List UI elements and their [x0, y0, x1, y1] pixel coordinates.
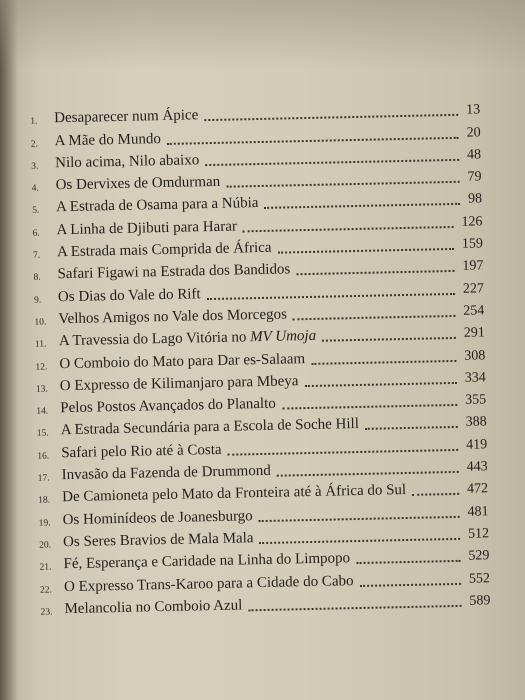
page-number: 472	[466, 481, 489, 498]
chapter-number: 18.	[38, 495, 51, 507]
chapter-number: 9.	[33, 295, 42, 306]
chapter-title	[62, 463, 271, 484]
chapter-title	[55, 152, 199, 172]
chapter-title-text: Fé, Esperança e Caridade na Linha do Limpopo	[63, 550, 351, 573]
page-number: 388	[465, 414, 487, 431]
page-number: 529	[468, 548, 490, 564]
page-number: 355	[465, 392, 487, 408]
chapter-title-text: Invasão da Fazenda de Drummond	[61, 462, 271, 484]
page-number: 159	[461, 236, 484, 252]
page-number: 254	[463, 303, 485, 319]
leader-dots	[322, 337, 456, 342]
chapter-title	[56, 196, 259, 217]
leader-dots	[297, 270, 455, 275]
chapter-number: 12.	[35, 362, 48, 373]
chapter-title	[61, 442, 222, 462]
leader-dots	[277, 471, 459, 477]
chapter-title-text: Os Hominídeos de Joanesburgo	[62, 507, 253, 528]
chapter-number: 6.	[32, 228, 40, 239]
chapter-title-text: De Camioneta pelo Mato da Fronteira até à África do Sul	[61, 482, 407, 506]
leader-dots	[204, 114, 458, 121]
chapter-number: 11.	[34, 339, 47, 351]
chapter-title-text: A Mãe do Mundo	[54, 130, 162, 149]
leader-dots	[365, 426, 458, 430]
chapter-number: 2.	[30, 139, 38, 150]
leader-dots	[264, 203, 460, 209]
chapter-title-text: Safari Figawi na Estrada dos Bandidos	[57, 261, 291, 283]
chapter-number: 19.	[38, 518, 51, 529]
chapter-title	[58, 286, 201, 306]
chapter-number: 23.	[40, 607, 53, 618]
chapter-number: 7.	[32, 250, 41, 261]
chapter-number: 15.	[36, 428, 49, 440]
leader-dots	[311, 359, 456, 364]
chapter-number: 5.	[32, 206, 40, 217]
leader-dots	[259, 538, 460, 544]
page-number: 481	[467, 503, 489, 520]
chapter-title-text: Velhos Amigos no Vale dos Morcegos	[58, 306, 288, 328]
page-number: 334	[464, 370, 486, 386]
chapter-number: 17.	[37, 473, 50, 484]
chapter-title	[62, 508, 252, 529]
chapter-title-text: Nilo acima, Nilo abaixo	[54, 152, 200, 172]
chapter-number: 8.	[33, 272, 41, 284]
chapter-title	[60, 373, 299, 395]
chapter-title-text: Pelos Postos Avançados do Planalto	[60, 395, 276, 417]
page-shadow	[0, 0, 525, 70]
chapter-title	[57, 240, 272, 261]
page-number: 589	[469, 593, 491, 609]
leader-dots	[243, 226, 454, 232]
page-number: 126	[461, 214, 483, 230]
leader-dots	[360, 582, 461, 586]
chapter-title-text: Melancolia no Comboio Azul	[64, 597, 243, 618]
leader-dots	[305, 382, 457, 387]
chapter-title	[56, 218, 237, 239]
chapter-title-text: Os Dervixes de Omdurman	[55, 174, 221, 194]
chapter-title-text: A Travessia do Lago Vitória no	[58, 329, 251, 350]
leader-dots	[412, 493, 459, 496]
chapter-title-text: O Expresso de Kilimanjaro para Mbeya	[59, 373, 299, 395]
leader-dots	[259, 516, 460, 522]
leader-dots	[205, 159, 459, 166]
chapter-title	[63, 530, 254, 551]
chapter-title	[58, 306, 287, 328]
chapter-number: 4.	[31, 183, 39, 194]
chapter-title	[55, 174, 220, 194]
chapter-number: 16.	[37, 451, 50, 462]
page-number: 443	[466, 459, 488, 475]
page-number: 20	[466, 124, 481, 141]
chapter-number: 3.	[31, 161, 39, 172]
leader-dots	[227, 181, 460, 188]
table-of-contents	[20, 98, 491, 620]
leader-dots	[278, 248, 454, 254]
chapter-number: 14.	[36, 406, 49, 417]
page-number: 308	[464, 347, 486, 364]
chapter-title	[54, 108, 198, 128]
chapter-title-italic: MV Umoja	[250, 328, 317, 346]
page-number: 48	[466, 147, 482, 163]
chapter-title-text: Safari pelo Rio até à Costa	[61, 441, 222, 461]
page-number: 98	[467, 191, 483, 208]
page-number: 79	[467, 169, 482, 185]
page-number: 197	[462, 258, 484, 275]
chapter-title-text: A Linha de Djibuti para Harar	[56, 218, 238, 239]
chapter-title-text: A Estrada mais Comprida de África	[56, 239, 272, 261]
page-number: 13	[465, 102, 481, 118]
chapter-number: 10.	[34, 317, 47, 328]
chapter-title	[64, 597, 242, 618]
leader-dots	[227, 449, 458, 456]
chapter-title	[55, 131, 162, 150]
chapter-title	[60, 396, 276, 418]
chapter-title	[57, 262, 290, 284]
leader-dots	[207, 293, 455, 300]
page-number: 227	[462, 280, 485, 297]
leader-dots	[292, 315, 455, 320]
chapter-title-text: Desaparecer num Ápice	[54, 107, 199, 127]
chapter-title-text: O Expresso Trans-Karoo para a Cidade do Cabo	[63, 572, 354, 595]
leader-dots	[249, 605, 462, 611]
chapter-number: 21.	[39, 562, 52, 573]
chapter-title-text: A Estrada Secundária para a Escola de Soche Hill	[60, 416, 360, 439]
chapter-title-text: O Comboio do Mato para Dar es-Salaam	[59, 350, 306, 372]
page-number: 291	[463, 325, 485, 342]
page-number: 419	[465, 437, 488, 453]
leader-dots	[167, 136, 459, 144]
chapter-number: 20.	[39, 540, 52, 551]
leader-dots	[357, 560, 461, 564]
chapter-number: 1.	[30, 116, 38, 128]
chapter-number: 22.	[39, 584, 53, 596]
chapter-title-text: Os Seres Bravios de Mala Mala	[62, 530, 254, 551]
page-number: 512	[467, 526, 490, 542]
chapter-number: 13.	[35, 384, 48, 395]
chapter-title-text: A Estrada de Osama para a Núbia	[55, 195, 259, 216]
leader-dots	[282, 404, 457, 410]
page-number: 552	[468, 570, 491, 587]
chapter-title-text: Os Dias do Vale do Rift	[57, 285, 201, 305]
